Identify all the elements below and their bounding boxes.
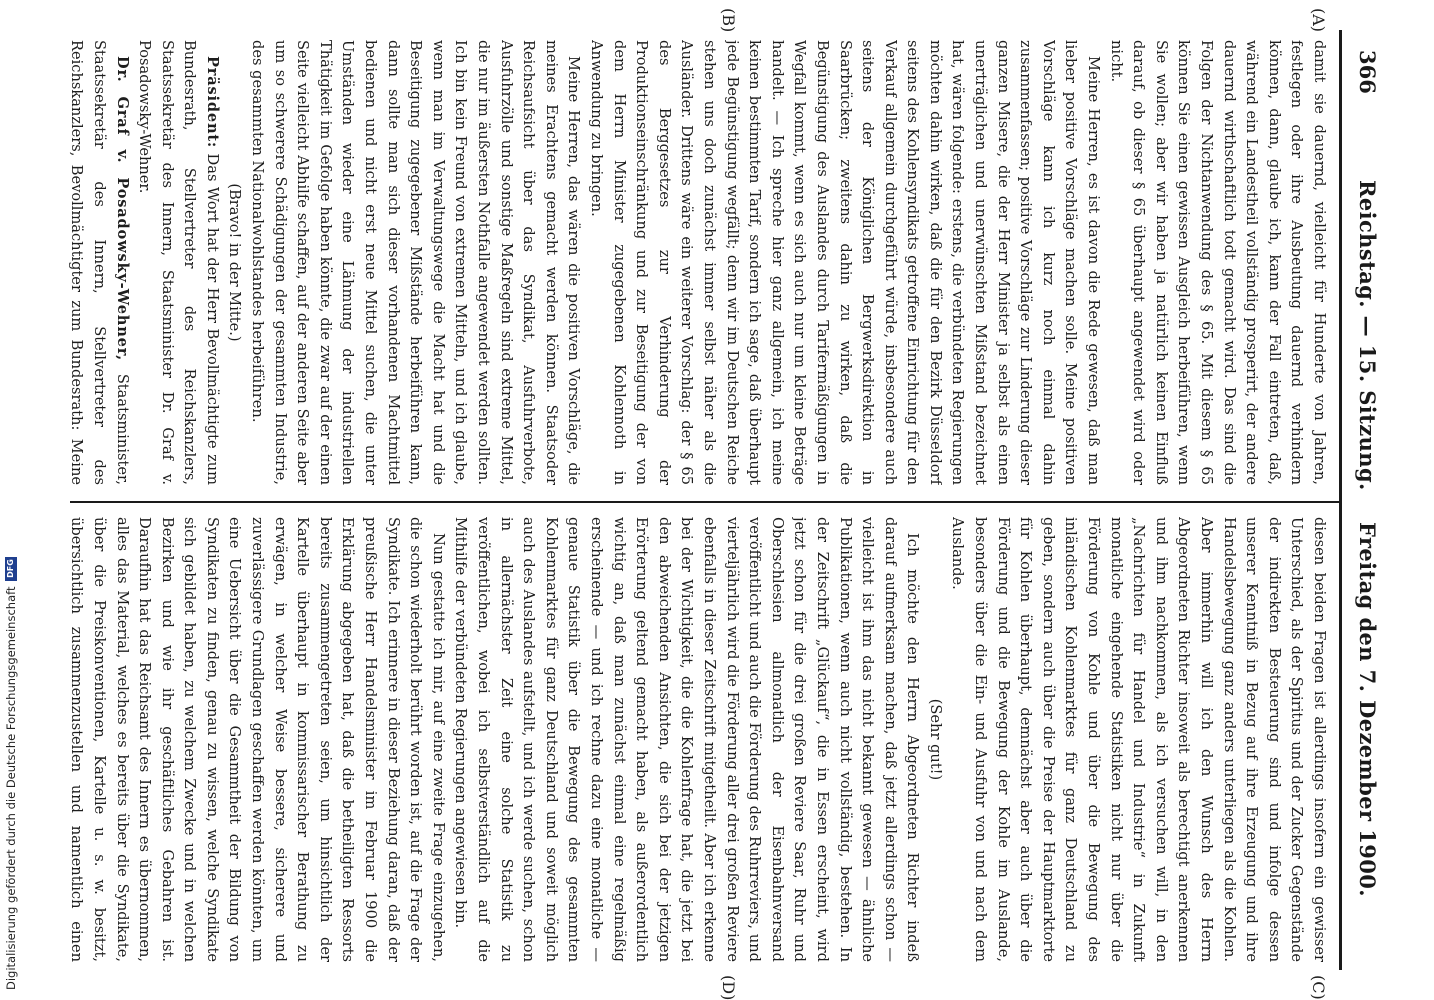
speech-paragraph: [65, 40, 133, 485]
speech-paragraph: [133, 40, 223, 485]
interjection: (Sehr gut!): [926, 698, 944, 781]
margin-marker-b: (B): [719, 8, 738, 33]
right-column: [65, 517, 1330, 962]
page-number: 366: [1355, 50, 1380, 94]
speaker-name: Dr. Graf v. Posadowsky-Wehner,: [113, 56, 131, 362]
left-column: [65, 40, 1330, 485]
margin-marker-d: (D): [719, 975, 738, 1000]
speech-text: Staatsminister, Staatssekretär des Innern, Stellvertreter des Reichskanzlers, Bevollmächtigter zum Bundesrath: Meine: [68, 40, 131, 485]
speech-text: Das Wort hat der Herr Bevollmächtigte zum Bundesrath, Stellvertreter des Reichskanzlers, Staatssekretär des Innern, Staatsminister Dr. Graf v. Posadowsky-Wehner.: [136, 40, 221, 485]
paragraph: Meine Herren, das wären die positiven Vorschläge, die meines Erachtens gemacht werden können. Staatsoder Reichsaufsicht über das Syndikat, Ausfuhrverbote, Ausfuhrzölle und sonstige Maßregeln sind extreme Mittel, die nur im äußersten Nothfalle angewendet werden sollten. Ich bin kein Freund von extremen Mitteln, und ich glaube, wenn man im Verwaltungswege die Macht hat und die Beseitigung zugegebener Mißstände herbeiführen kann, dann sollte man sich dieser vorhandenen Machtmittel bedienen und nicht erst neue Mittel suchen, die unter Umständen wieder eine Lähmung der industriellen Thätigkeit im Gefolge haben könnte, die zwar auf der einen Seite vielleicht Abhilfe schaffen, auf der anderen Seite aber um so schwerere Schädigungen der gesammten Industrie, des gesammten Nationalwohlstandes herbeiführen.: [249, 40, 583, 485]
credit-text: Digitalisierung gefördert durch die Deutsche Forschungsgemeinschaft: [4, 586, 18, 990]
dfg-logo: DFG: [5, 557, 17, 581]
margin-marker-a: (A): [1309, 8, 1328, 33]
paragraph: damit sie dauernd, vielleicht für Hunderte von Jahren, festlegen oder ihre Ausbeutung dauernd verhindern können, dann, glaube ich, kann der Fall eintreten, daß, während ein Landestheil vollständig prosperirt, der andere dauernd wirthschaftlich todt gemacht wird. Das sind die Folgen der Nichtanwendung des § 65. Mit diesem § 65 können Sie einen gewissen Ausgleich herbeiführen, wenn Sie wollen; aber wir haben ja natürlich keinen Einfluß darauf, ob dieser § 65 überhaupt angewendet wird oder nicht.: [1107, 40, 1328, 485]
paragraph: Ich möchte den Herrn Abgeordneten Richter indeß darauf aufmerksam machen, daß jetzt allerdings schon — vielleicht ist ihm das nicht bekannt gewesen — ähnliche Publikationen, wenn auch nicht vollständig, bestehen. In der Zeitschrift „Glückauf“, die in Essen erscheint, wird jetzt schon für die drei großen Reviere Saar, Ruhr und Oberschlesien allmonatlich der Eisenbahnversand veröffentlicht und auch die Förderung des Ruhrreviers, und vierteljährlich wird die Förderung aller drei großen Reviere ebenfalls in dieser Zeitschrift mitgetheilt. Aber ich erkenne bei der Wichtigkeit, die die Kohlenfrage hat, die jetzt bei den abweichenden Ansichten, die sich bei der jetzigen Erörterung geltend gemacht haben, als außerordentlich wichtig an, daß man zunächst einmal eine regelmäßig erscheinende — und ich rechne dazu eine monatliche — genaue Statistik über die Bewegung des gesammten Kohlenmarktes für ganz Deutschland und soweit möglich auch des Auslandes aufstellt, und ich werde suchen, schon in allernächster Zeit eine solche Statistik zu veröffentlichen, wobei ich selbstverständlich auf die Mithilfe der verbündeten Regierungen angewiesen bin.: [452, 517, 922, 962]
document-page: [61, 8, 1386, 1000]
paragraph: Nun gestatte ich mir, auf eine zweite Frage einzugehen, die schon wiederholt berührt worden ist, auf die Frage der Syndikate. Ich erinnere in dieser Beziehung daran, daß der preußische Herr Handelsminister im Februar 1900 die Erklärung abgegeben hat, daß die betheiligten Ressorts bereits zusammengetreten seien, um hinsichtlich der Kartelle überhaupt in kommissarischer Berathung zu erwägen, in welcher Weise bessere, sicherere und zuverlässigere Grundlagen geschaffen werden könnten, um eine Uebersicht über die Gesammtheit der Bildung von Syndikaten zu finden, genau zu wissen, welche Syndikate sich gebildet haben, zu welchem Zwecke und in welchen Bezirken und wie ihr geschäftliches Gebahren ist. Daraufhin hat das Reichsamt des Innern es übernommen, alles das Material, welches es bereits über die Syndikate, über die Preiskonventionen, Kartelle u. s. w. besitzt, übersichtlich zusammenzustellen und namentlich einen: [68, 517, 447, 962]
speaker-name: Präsident:: [203, 56, 221, 149]
column-divider: [70, 501, 1340, 503]
session-title: Reichstag. — 15. Sitzung.: [1355, 180, 1380, 491]
session-date: Freitag den 7. Dezember 1900.: [1355, 522, 1380, 897]
paragraph: Meine Herren, es ist davon die Rede gewesen, daß man lieber positive Vorschläge machen solle. Meine positiven Vorschläge kann ich kurz noch einmal dahin zusammenfassen; positive Vorschläge zur Linderung dieser ganzen Misere, die der Herr Minister ja selbst als einen unerträglichen und unerwünschten Mißstand bezeichnet hat, wären folgende: erstens, die verbündeten Regierungen möchten dahin wirken, daß die für den Bezirk Düsseldorf seitens des Kohlensyndikats getroffene Einrichtung für den Verkauf allgemein durchgeführt würde, insbesondere auch seitens der Königlichen Bergwerksdirektion in Saarbrücken; zweitens dahin zu wirken, daß die Begünstigung des Auslandes durch Tarifermäßigungen in Wegfall kommt, wenn es sich auch nur um kleine Beträge handelt. — Ich spreche hier ganz allgemein, ich meine keinen bestimmten Tarif, sondern ich sage, daß überhaupt jede Begünstigung wegfällt; denn wir im Deutschen Reiche stehen uns doch zunächst immer selbst näher als die Ausländer. Drittens wäre ein weiterer Vorschlag: der § 65 des Berggesetzes zur Verhinderung der Produktionseinschränkung und zur Beseitigung der von dem Herrn Minister zugegebenen Kohlennoth in Anwendung zu bringen.: [588, 40, 1103, 485]
margin-marker-c: (C): [1309, 975, 1328, 1000]
page-header: [1346, 30, 1386, 970]
paragraph: diesen beiden Fragen ist allerdings insofern ein gewisser Unterschied, als der Spiritus und der Zucker Gegenstände der indirekten Besteuerung sind und infolge dessen unserer Kenntniß in Bezug auf ihre Erzeugung und ihre Handelsbewegung ganz anders unterliegen als die Kohlen. Aber immerhin will ich den Wunsch des Herrn Abgeordneten Richter insoweit als berechtigt anerkennen und ihm nachkommen, als ich versuchen will, in den „Nachrichten für Handel und Industrie“ in Zukunft monatliche eingehende Statistiken nicht nur über die Förderung von Kohle und über die Bewegung des inländischen Kohlenmarktes für ganz Deutschland zu geben, sondern auch über die Preise der Hauptmarktorte für Kohlen überhaupt, demnächst aber auch über die Förderung und die Bewegung der Kohle im Auslande, besonders über die Ein- und Ausfuhr von und nach dem Auslande.: [949, 517, 1328, 962]
header-rule: [1339, 30, 1342, 970]
digitization-credit: [3, 490, 19, 990]
interjection: (Bravo! in der Mitte.): [226, 183, 244, 342]
